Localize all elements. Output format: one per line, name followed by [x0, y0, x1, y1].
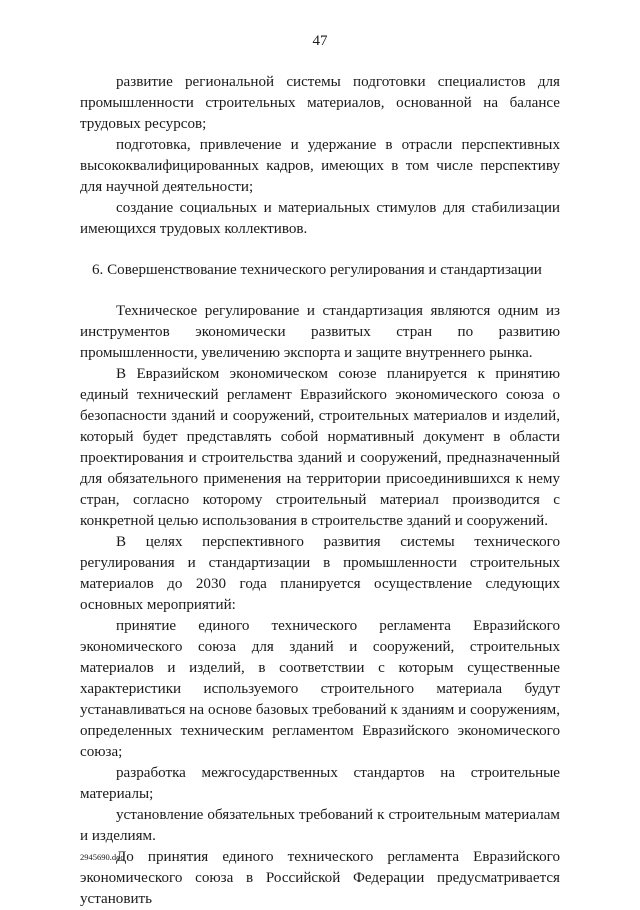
- paragraph-technical-regulation: Техническое регулирование и стандартизация являются одним из инструментов экономически развитых стран по развитию промышленности, увеличению экспорта и защите внутреннего рынка.: [80, 303, 560, 361]
- list-item-interstate-standards: разработка межгосударственных стандартов на строительные материалы;: [80, 765, 560, 802]
- document-body: [80, 72, 560, 910]
- paragraph-before-adoption: До принятия единого технического регламента Евразийского экономического союза в Российской Федерации предусматривается установить: [80, 849, 560, 907]
- footer-filename: 2945690.doc: [80, 852, 125, 862]
- list-item-personnel-retention: подготовка, привлечение и удержание в отрасли перспективных высококвалифицированных кадров, имеющих в том числе перспективу для научной деятельности;: [80, 137, 560, 195]
- list-item-regional-training: развитие региональной системы подготовки специалистов для промышленности строительных материалов, основанной на балансе трудовых ресурсов;: [80, 74, 560, 132]
- paragraph-eaeu-regulation: В Евразийском экономическом союзе планируется к принятию единый технический регламент Евразийского экономического союза о безопасности зданий и сооружений, строительных материалов и изделий, который будет представлять собой нормативный документ в области проектирования и строительства зданий и сооружений, предназначенный для обязательного применения на территории присоединившихся к нему стран, согласно которому строительный материал производится с конкретной целью использования в строительстве зданий и сооружений.: [80, 366, 560, 529]
- section-heading: 6. Совершенствование технического регулирования и стандартизации: [92, 262, 542, 278]
- list-item-social-incentives: создание социальных и материальных стимулов для стабилизации имеющихся трудовых коллективов.: [80, 200, 560, 237]
- paragraph-2030-plans: В целях перспективного развития системы технического регулирования и стандартизации в промышленности строительных материалов до 2030 года планируется осуществление следующих основных мероприятий:: [80, 534, 560, 613]
- page-number: 47: [312, 33, 328, 49]
- list-item-mandatory-requirements: установление обязательных требований к строительным материалам и изделиям.: [80, 807, 560, 844]
- list-item-unified-regulation: принятие единого технического регламента Евразийского экономического союза для зданий и сооружений, строительных материалов и изделий, в соответствии с которым существенные характеристики используемого строительного материала будут устанавливаться на основе базовых требований к зданиям и сооружениям, определенных техническим регламентом Евразийского экономического союза;: [80, 618, 560, 760]
